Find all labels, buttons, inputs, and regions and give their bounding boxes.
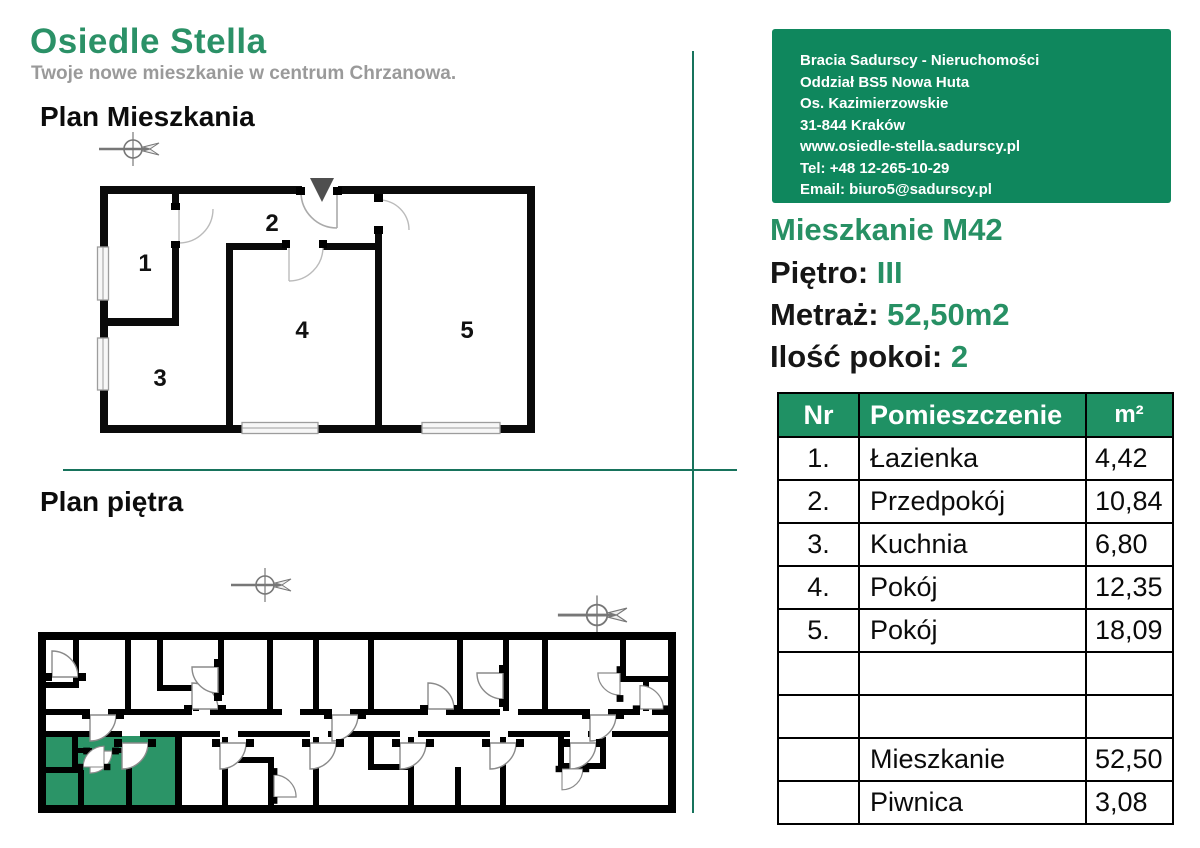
room-label-3: 3 <box>153 365 167 392</box>
rooms-table <box>777 392 1174 825</box>
apartment-title: Mieszkanie M42 <box>770 212 1003 247</box>
header-area: m² <box>1086 393 1173 437</box>
row-area: 12,35 <box>1086 566 1173 609</box>
header-nr: Nr <box>778 393 859 437</box>
table-summary-row <box>778 738 1173 781</box>
vertical-divider <box>692 51 694 813</box>
row-name: Kuchnia <box>859 523 1086 566</box>
row-area: 6,80 <box>1086 523 1173 566</box>
row-name: Pokój <box>859 566 1086 609</box>
room-label-5: 5 <box>460 317 474 344</box>
entrance-arrow-icon <box>310 178 334 202</box>
row-nr: 3. <box>778 523 859 566</box>
agency-city: 31-844 Kraków <box>800 116 906 134</box>
apartment-plan-heading: Plan Mieszkania <box>40 101 255 132</box>
floor-value: III <box>876 255 903 290</box>
table-empty-row <box>778 695 1173 738</box>
header-name: Pomieszczenie <box>859 393 1086 437</box>
summary-area: 52,50 <box>1086 738 1173 781</box>
row-name: Pokój <box>859 609 1086 652</box>
row-area: 10,84 <box>1086 480 1173 523</box>
agency-branch: Oddział BS5 Nowa Huta <box>800 73 970 91</box>
row-nr: 5. <box>778 609 859 652</box>
summary-area: 3,08 <box>1086 781 1173 824</box>
area-line <box>770 297 1010 333</box>
area-value: 52,50m2 <box>887 297 1010 332</box>
table-row <box>778 480 1173 523</box>
room-label-4: 4 <box>295 317 309 344</box>
agency-contact-card <box>772 29 1171 203</box>
agency-website: www.osiedle-stella.sadurscy.pl <box>800 138 1021 155</box>
row-nr: 4. <box>778 566 859 609</box>
agency-phone: Tel: +48 12-265-10-29 <box>800 159 950 177</box>
table-summary-row <box>778 781 1173 824</box>
north-compass-icon <box>99 132 159 166</box>
room-label-1: 1 <box>138 250 152 277</box>
north-compass-icon <box>231 568 291 602</box>
agency-name: Bracia Sadurscy - Nieruchomości <box>800 52 1040 69</box>
building-floorplan <box>30 555 700 825</box>
rooms-count-label: Ilość pokoi: <box>770 339 951 374</box>
apartment-floorplan <box>60 130 560 450</box>
apartment-room-labels <box>138 210 473 392</box>
rooms-table-header-row <box>778 393 1173 437</box>
table-empty-row <box>778 652 1173 695</box>
north-compass-icon <box>558 595 627 634</box>
floor-plan-heading: Plan piętra <box>40 486 184 517</box>
row-nr: 2. <box>778 480 859 523</box>
page-subtitle: Twoje nowe mieszkanie w centrum Chrzanowa. <box>31 63 457 84</box>
row-area: 18,09 <box>1086 609 1173 652</box>
table-row <box>778 566 1173 609</box>
row-nr: 1. <box>778 437 859 480</box>
row-name: Przedpokój <box>859 480 1086 523</box>
area-label: Metraż: <box>770 297 888 332</box>
summary-name: Mieszkanie <box>859 738 1086 781</box>
row-area: 4,42 <box>1086 437 1173 480</box>
table-row <box>778 523 1173 566</box>
rooms-count-value: 2 <box>950 339 969 374</box>
page-title: Osiedle Stella <box>30 22 267 61</box>
row-name: Łazienka <box>859 437 1086 480</box>
table-row <box>778 437 1173 480</box>
agency-street: Os. Kazimierzowskie <box>800 95 949 112</box>
floor-line <box>770 255 903 291</box>
horizontal-divider <box>63 469 737 471</box>
room-label-2: 2 <box>265 210 279 237</box>
rooms-count-line <box>770 339 968 375</box>
summary-name: Piwnica <box>859 781 1086 824</box>
floor-label: Piętro: <box>770 255 877 290</box>
agency-email: Email: biuro5@sadurscy.pl <box>800 181 992 198</box>
table-row <box>778 609 1173 652</box>
